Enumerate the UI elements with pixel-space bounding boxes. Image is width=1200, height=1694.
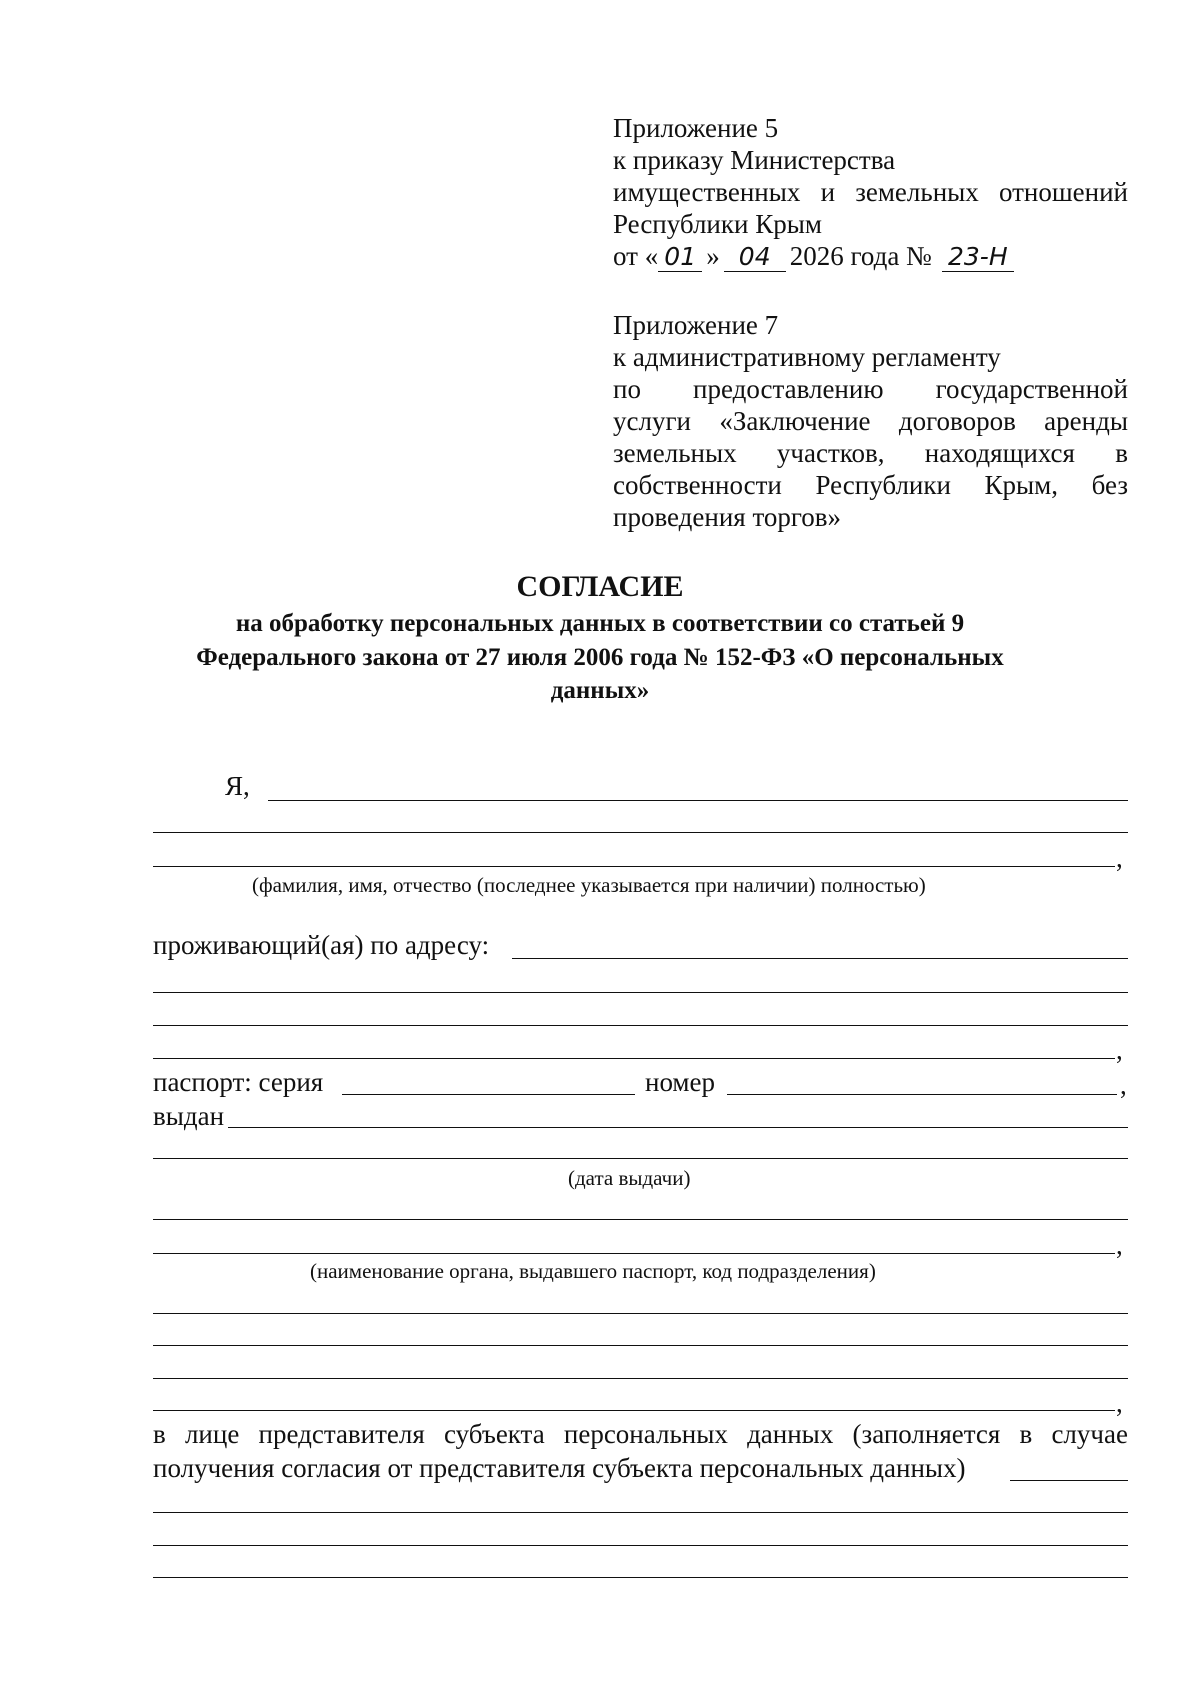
issuer-caption: (наименование органа, выдавшего паспорт, код подразделения) bbox=[310, 1259, 876, 1283]
word: в bbox=[1019, 1419, 1033, 1449]
issued-label: выдан bbox=[153, 1101, 225, 1131]
address-line-2[interactable] bbox=[153, 992, 1128, 993]
extra-line-4[interactable] bbox=[153, 1410, 1115, 1411]
representative-line-1 bbox=[153, 1418, 1128, 1450]
annex7-line5 bbox=[613, 437, 1128, 469]
word: земельных bbox=[855, 177, 979, 207]
word: представителя bbox=[258, 1419, 425, 1449]
handwritten-day: 01 bbox=[658, 243, 702, 272]
representative-line-b[interactable] bbox=[153, 1545, 1128, 1546]
annex5-ministry-line bbox=[613, 176, 1128, 208]
address-line-3[interactable] bbox=[153, 1025, 1128, 1026]
extra-line-1[interactable] bbox=[153, 1313, 1128, 1314]
word: земельных bbox=[613, 438, 737, 468]
word: «Заключение bbox=[719, 406, 871, 436]
word: услуги bbox=[613, 406, 691, 436]
word: случае bbox=[1051, 1419, 1128, 1449]
word: (заполняется bbox=[852, 1419, 1001, 1449]
issuer-line-2[interactable] bbox=[153, 1253, 1115, 1254]
word: Республики bbox=[815, 470, 951, 500]
word: договоров bbox=[898, 406, 1016, 436]
i-label: Я, bbox=[225, 771, 250, 801]
word: в bbox=[153, 1419, 166, 1449]
annex5-title: Приложение 5 bbox=[613, 113, 779, 143]
representative-line-2: получения согласия от представителя субъекта персональных данных) bbox=[153, 1453, 966, 1483]
issuer-line-1[interactable] bbox=[153, 1219, 1128, 1220]
annex7-header bbox=[613, 309, 1128, 533]
word: предоставлению bbox=[693, 374, 884, 404]
fio-caption: (фамилия, имя, отчество (последнее указывается при наличии) полностью) bbox=[252, 873, 926, 897]
annex7-title: Приложение 7 bbox=[613, 310, 779, 340]
address-line-1[interactable] bbox=[512, 958, 1128, 959]
annex5-order-ref: к приказу Министерства bbox=[613, 145, 896, 175]
annex7-line6 bbox=[613, 469, 1128, 501]
representative-field[interactable] bbox=[1010, 1480, 1128, 1481]
comma: , bbox=[1116, 1230, 1123, 1260]
document-subtitle-2: Федерального закона от 27 июля 2006 года № 152-ФЗ «О персональных bbox=[196, 644, 1004, 671]
word: государственной bbox=[935, 374, 1128, 404]
comma: , bbox=[1116, 843, 1123, 873]
annex7-line4 bbox=[613, 405, 1128, 437]
issued-line-1[interactable] bbox=[228, 1127, 1128, 1128]
word: в bbox=[1115, 438, 1128, 468]
word: лице bbox=[184, 1419, 240, 1449]
word: имущественных bbox=[613, 177, 801, 207]
representative-line-c[interactable] bbox=[153, 1577, 1128, 1578]
annex7-line3 bbox=[613, 373, 1128, 405]
word: находящихся bbox=[924, 438, 1075, 468]
word: субъекта bbox=[444, 1419, 545, 1449]
date-mid: » bbox=[706, 241, 720, 271]
document-subtitle-1: на обработку персональных данных в соответствии со статьей 9 bbox=[235, 610, 965, 637]
word: участков, bbox=[776, 438, 885, 468]
word: Крым, bbox=[984, 470, 1059, 500]
passport-series-label: паспорт: серия bbox=[153, 1067, 324, 1097]
annex5-republic: Республики Крым bbox=[613, 209, 822, 239]
comma: , bbox=[1116, 1388, 1123, 1418]
word: без bbox=[1091, 470, 1128, 500]
issue-date-line[interactable] bbox=[153, 1158, 1128, 1159]
annex5-date-line bbox=[613, 240, 1128, 272]
fio-line-1[interactable] bbox=[268, 800, 1128, 801]
annex7-regulation-ref: к административному регламенту bbox=[613, 342, 1001, 372]
annex5-header bbox=[613, 112, 1128, 272]
address-line-4[interactable] bbox=[153, 1058, 1115, 1059]
fio-line-3[interactable] bbox=[153, 866, 1115, 867]
document-subtitle-3: данных» bbox=[550, 677, 650, 704]
fio-line-2[interactable] bbox=[153, 832, 1128, 833]
word: аренды bbox=[1044, 406, 1128, 436]
word: по bbox=[613, 374, 641, 404]
comma: , bbox=[1120, 1070, 1127, 1100]
annex7-line7: проведения торгов» bbox=[613, 502, 842, 532]
passport-number-label: номер bbox=[645, 1067, 716, 1097]
comma: , bbox=[1116, 1035, 1123, 1065]
issue-date-caption: (дата выдачи) bbox=[568, 1166, 691, 1190]
representative-line-a[interactable] bbox=[153, 1512, 1128, 1513]
date-prefix: от « bbox=[613, 241, 659, 271]
handwritten-month: 04 bbox=[724, 243, 786, 272]
extra-line-3[interactable] bbox=[153, 1378, 1128, 1379]
passport-number-field[interactable] bbox=[727, 1094, 1117, 1095]
word: собственности bbox=[613, 470, 782, 500]
address-label: проживающий(ая) по адресу: bbox=[153, 930, 490, 960]
word: и bbox=[820, 177, 836, 207]
extra-line-2[interactable] bbox=[153, 1345, 1128, 1346]
handwritten-number: 23-Н bbox=[942, 243, 1014, 272]
word: отношений bbox=[998, 177, 1128, 207]
document-title: СОГЛАСИЕ bbox=[516, 570, 684, 603]
word: персональных bbox=[563, 1419, 728, 1449]
word: данных bbox=[747, 1419, 834, 1449]
passport-series-field[interactable] bbox=[342, 1094, 635, 1095]
date-year: 2026 года № bbox=[789, 241, 932, 271]
